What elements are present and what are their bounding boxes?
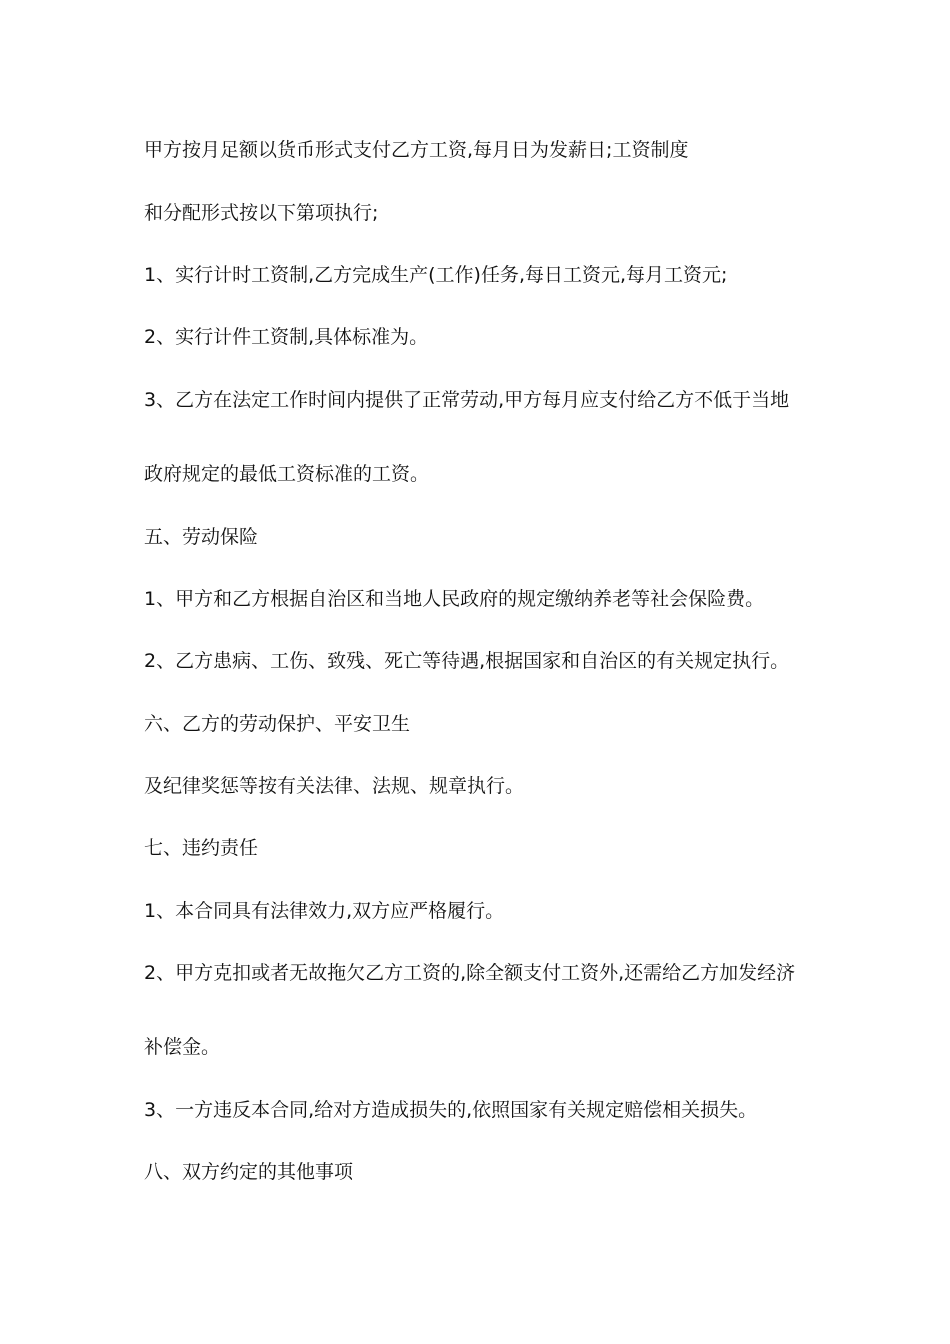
section-heading: 五、劳动保险: [144, 526, 259, 548]
paragraph-line: 甲方按月足额以货币形式支付乙方工资,每月日为发薪日;工资制度: [144, 139, 689, 161]
list-item: 1、实行计时工资制,乙方完成生产(工作)任务,每日工资元,每月工资元;: [144, 264, 728, 286]
list-item: 2、甲方克扣或者无故拖欠乙方工资的,除全额支付工资外,还需给乙方加发经济: [144, 962, 796, 984]
list-item: 3、乙方在法定工作时间内提供了正常劳动,甲方每月应支付给乙方不低于当地: [144, 389, 790, 411]
section-heading: 八、双方约定的其他事项: [144, 1161, 354, 1183]
list-item: 2、乙方患病、工伤、致残、死亡等待遇,根据国家和自治区的有关规定执行。: [144, 650, 790, 672]
paragraph-line: 补偿金。: [144, 1036, 221, 1058]
paragraph-line: 及纪律奖惩等按有关法律、法规、规章执行。: [144, 775, 525, 797]
list-item: 1、甲方和乙方根据自治区和当地人民政府的规定缴纳养老等社会保险费。: [144, 588, 765, 610]
paragraph-line: 和分配形式按以下第项执行;: [144, 202, 379, 224]
section-heading: 七、违约责任: [144, 837, 259, 859]
list-item: 1、本合同具有法律效力,双方应严格履行。: [144, 900, 505, 922]
paragraph-line: 政府规定的最低工资标准的工资。: [144, 463, 430, 485]
list-item: 3、一方违反本合同,给对方造成损失的,依照国家有关规定赔偿相关损失。: [144, 1099, 758, 1121]
list-item: 2、实行计件工资制,具体标准为。: [144, 326, 429, 348]
section-heading: 六、乙方的劳动保护、平安卫生: [144, 713, 411, 735]
